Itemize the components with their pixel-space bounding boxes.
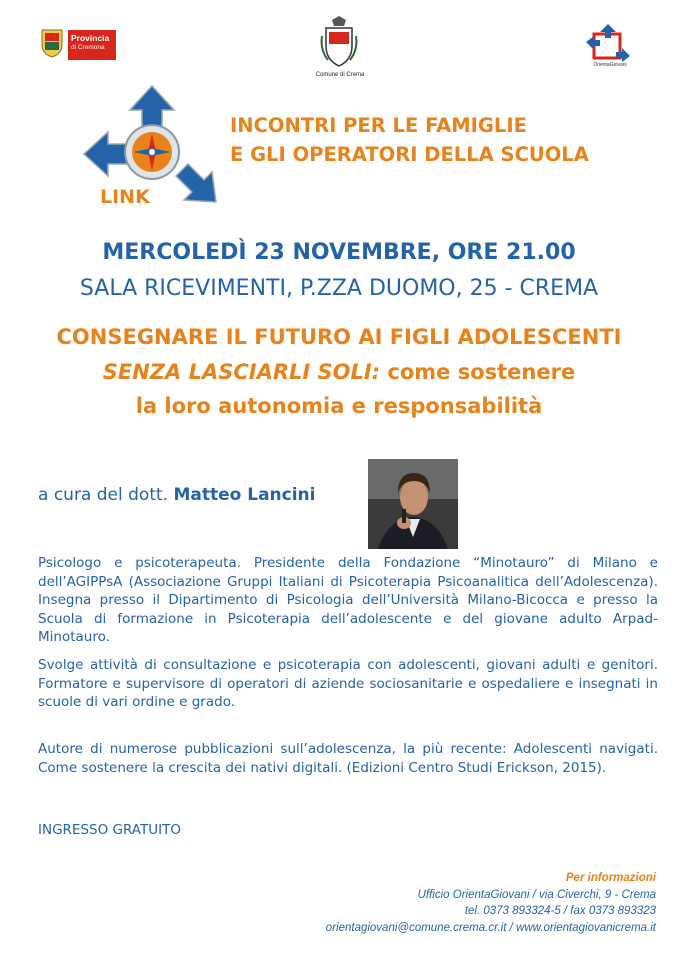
- title-italic-part: SENZA LASCIARLI SOLI:: [102, 360, 381, 384]
- speaker-prefix: a cura del dott.: [38, 485, 174, 505]
- link-label: LINK: [100, 186, 150, 208]
- event-venue: SALA RICEVIMENTI, P.ZZA DUOMO, 25 - CREMA: [79, 276, 599, 301]
- heading-line-2: E GLI OPERATORI DELLA SCUOLA: [230, 143, 589, 166]
- bio-paragraph-2: Svolge attività di consultazione e psicoterapia con adolescenti, giovani adulti e genitori. Formatore e supervisore di operatori di aziende sociosanitarie e ospedaliere e insegnati in scuole di vari ordine e grado.: [38, 657, 658, 710]
- speaker-photo: [368, 459, 458, 549]
- provincia-label: Provincia di Cremona: [68, 30, 116, 60]
- speaker-line: [38, 485, 315, 505]
- orienta-label: OrientaGiovani: [593, 62, 627, 68]
- event-date: MERCOLEDÌ 23 NOVEMBRE, ORE 21.00: [102, 240, 576, 265]
- info-phone: tel. 0373 893324-5 / fax 0373 893323: [464, 905, 656, 917]
- title-line-2: [0, 360, 678, 384]
- provincia-shield-icon: [40, 28, 64, 58]
- speaker-name: Matteo Lancini: [173, 485, 316, 505]
- info-address: Ufficio OrientaGiovani / via Civerchi, 9 - Crema: [417, 888, 656, 901]
- title-line-3: la loro autonomia e responsabilità: [135, 394, 543, 418]
- free-entry-notice: INGRESSO GRATUITO: [38, 822, 181, 838]
- bio-paragraph-1: Psicologo e psicoterapeuta. Presidente della Fondazione “Minotauro” di Milano e dell’AGIPPsA (Associazione Gruppi Italiani di Psicoterapia Psicoanalitica dell’Adolescenza). Insegna presso il Dipartimento di Psicologia dell’Università Milano-Bicocca e presso la Scuola di formazione in Psicoterapia dell’adolescente e del giovane adulto Arpad-Minotauro.: [38, 555, 658, 645]
- info-title: Per informazioni: [565, 872, 656, 884]
- comune-logo: [315, 16, 365, 82]
- provincia-logo: [40, 28, 116, 62]
- heading-line-1: INCONTRI PER LE FAMIGLIE: [230, 114, 527, 137]
- orienta-arrows-icon: [582, 22, 634, 64]
- contact-info: [236, 870, 656, 936]
- title-line-1: CONSEGNARE IL FUTURO AI FIGLI ADOLESCENTI: [56, 325, 622, 349]
- comune-crest-icon: [318, 16, 360, 70]
- orientagiovani-logo: [582, 22, 634, 72]
- title-rest-part: come sostenere: [380, 360, 576, 384]
- bio-paragraph-3: Autore di numerose pubblicazioni sull’adolescenza, la più recente: Adolescenti navigati. Come sostenere la crescita dei nativi digitali. (Edizioni Centro Studi Erickson, 2015).: [38, 741, 658, 776]
- comune-label: Comune di Crema: [315, 72, 365, 78]
- info-email-web: orientagiovani@comune.crema.cr.it / www.orientagiovanicrema.it: [325, 921, 656, 934]
